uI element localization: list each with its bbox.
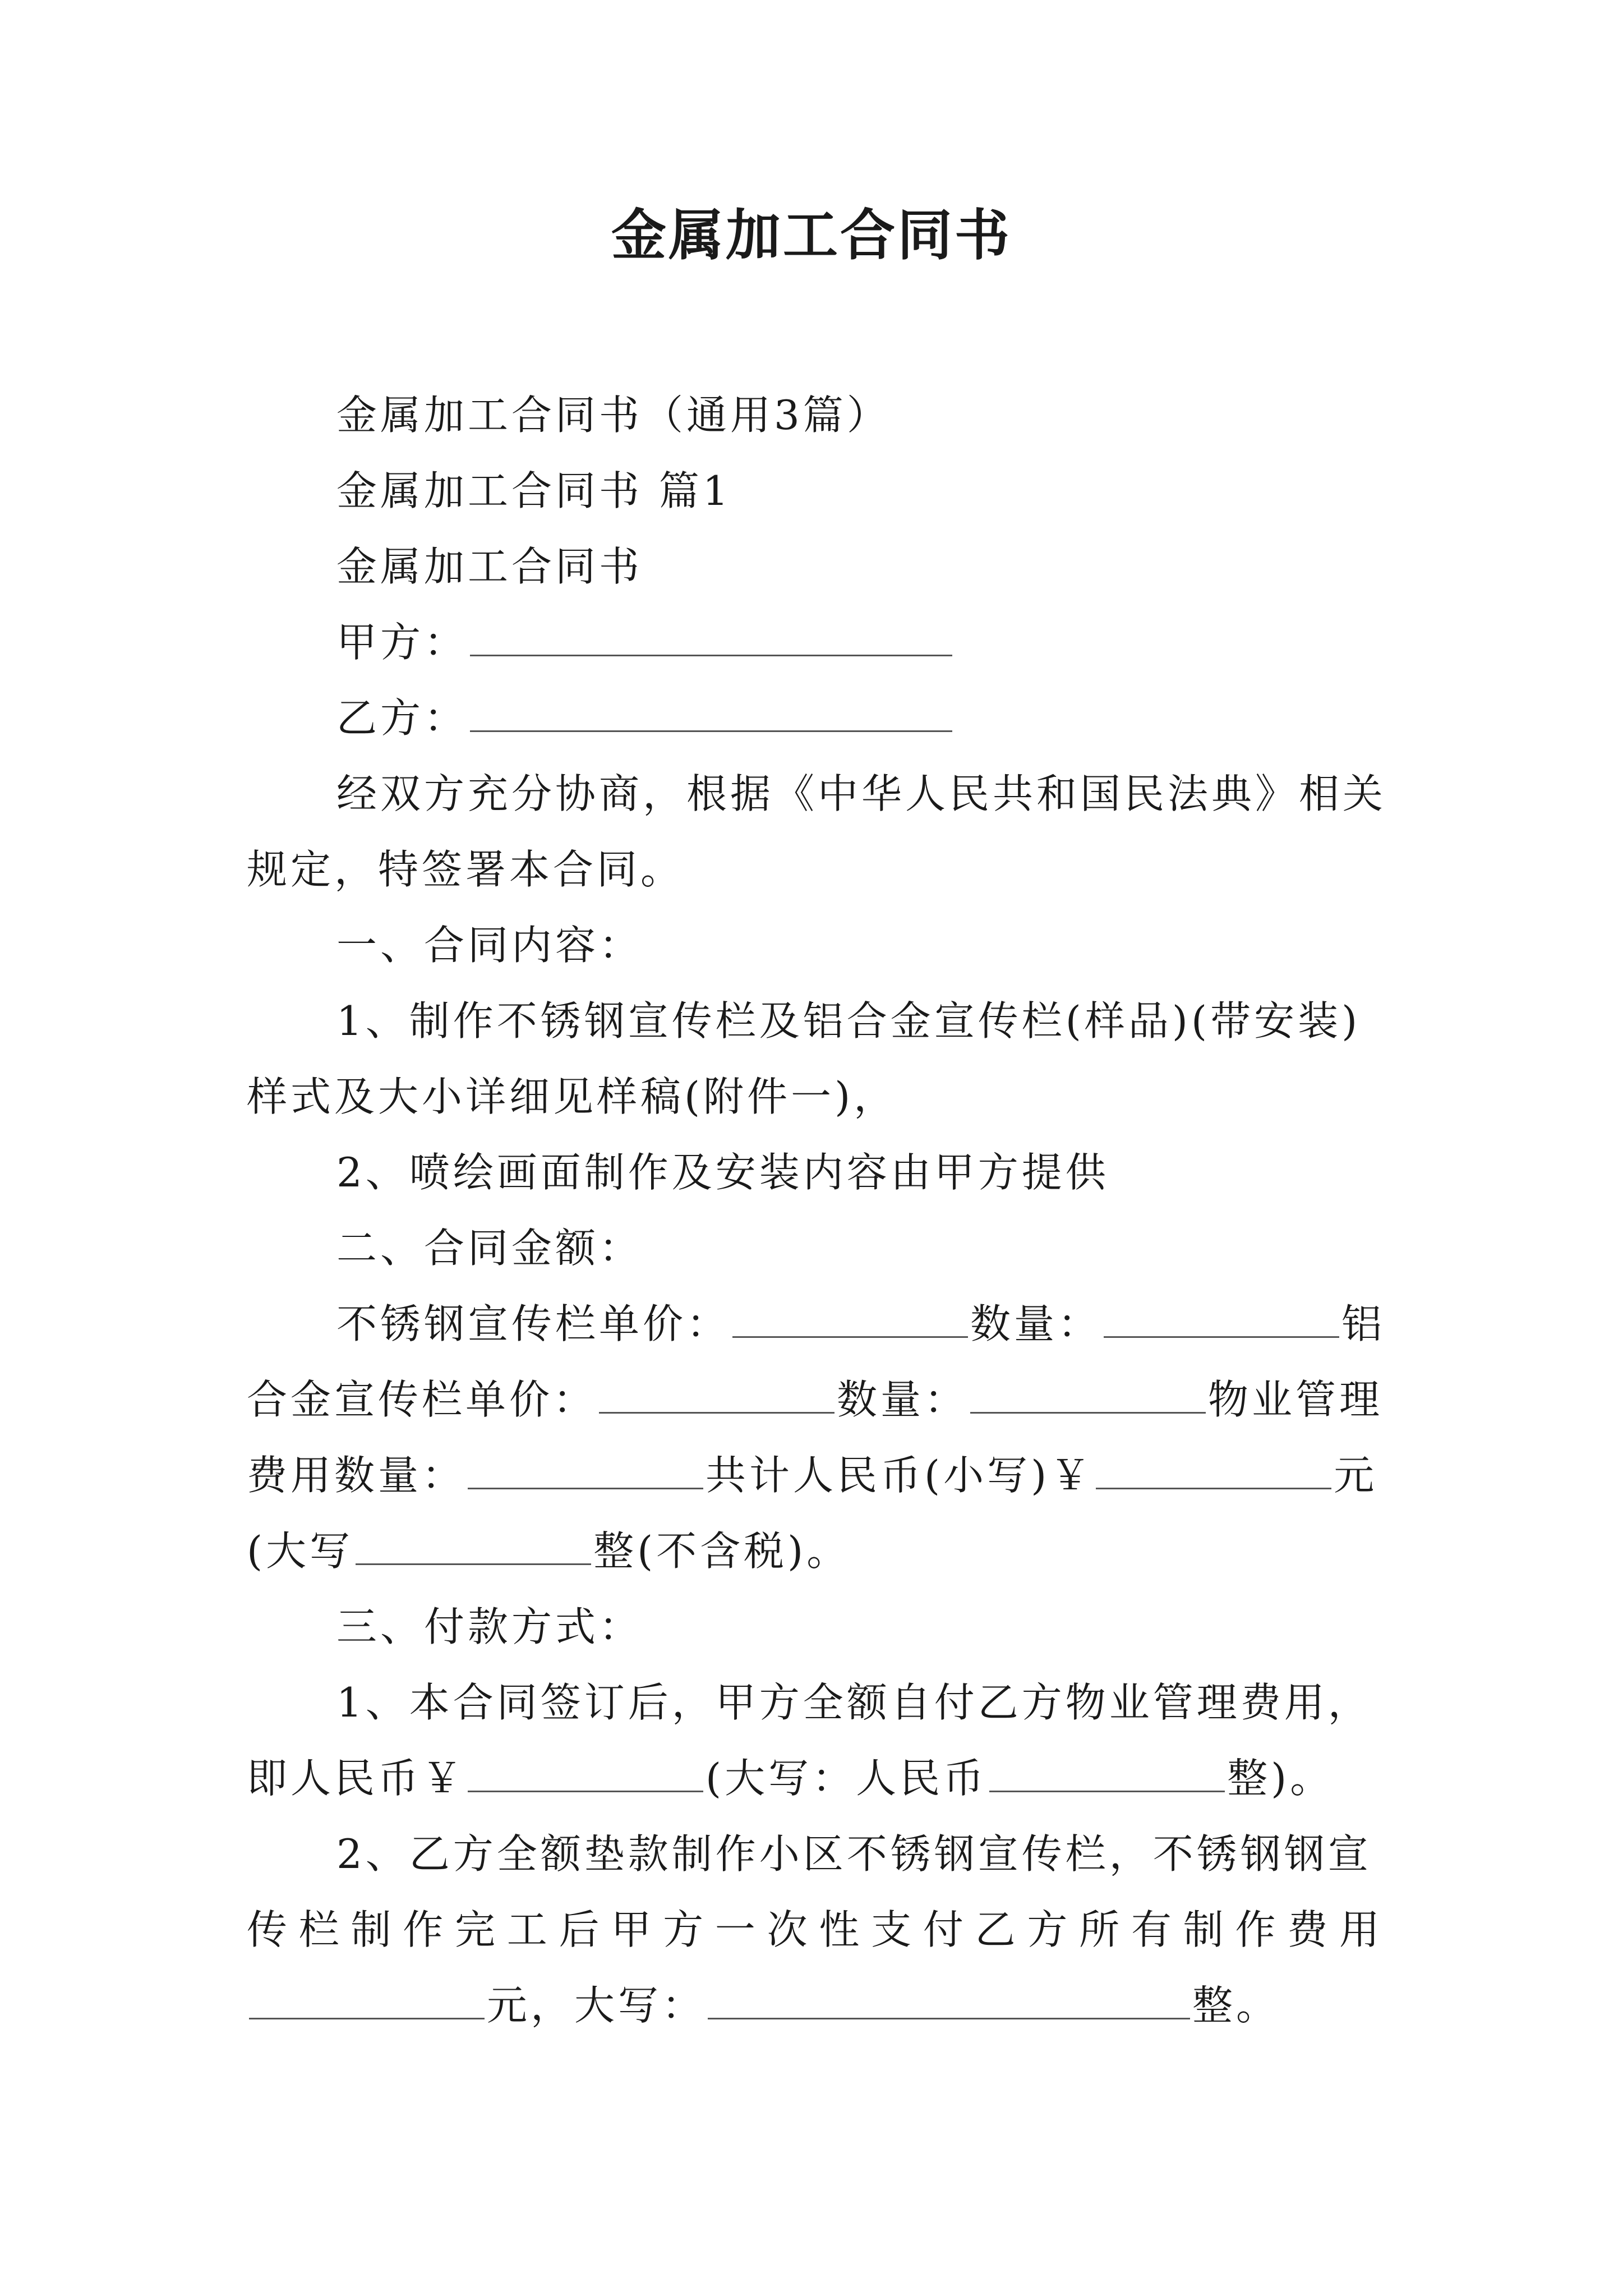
amount-line-2 [247, 1372, 1383, 1428]
payment-2-unit-label: 元，大写： [487, 1982, 706, 2029]
total-capital-tail: 整(不含税)。 [593, 1527, 851, 1575]
payment-2-tail: 整。 [1192, 1982, 1280, 2029]
document-title: 金属加工合同书 [611, 203, 1012, 268]
section-2-title: 二、合同金额： [336, 1225, 643, 1272]
payment-1-line-b [247, 1750, 1334, 1806]
intro-line-1: 经双方充分协商，根据《中华人民共和国民法典》相关 [336, 770, 1387, 817]
amount-line-1-tail: 铝 [1341, 1300, 1386, 1347]
total-small-label: 共计人民币(小写)￥ [706, 1452, 1094, 1499]
section-3-title: 三、付款方式： [336, 1603, 643, 1650]
total-capital-blank[interactable] [356, 1526, 591, 1565]
party-b-label: 乙方： [336, 694, 468, 742]
payment-1-line-a: 1、本合同签订后，甲方全额自付乙方物业管理费用， [336, 1679, 1372, 1726]
party-a-line [336, 614, 955, 670]
amount-line-4 [247, 1523, 850, 1579]
payment-1-capital-label: (大写：人民币 [706, 1755, 988, 1802]
intro-line-2: 规定，特签署本合同。 [247, 846, 685, 893]
amount-line-3 [247, 1447, 1377, 1503]
payment-1-rmb-label: 即人民币￥ [247, 1755, 466, 1802]
payment-1-tail: 整)。 [1227, 1755, 1334, 1802]
payment-1-small-blank[interactable] [468, 1754, 703, 1792]
steel-qty-blank[interactable] [1104, 1299, 1339, 1338]
party-a-blank[interactable] [470, 618, 952, 656]
steel-price-blank[interactable] [732, 1299, 968, 1338]
alu-price-blank[interactable] [599, 1375, 834, 1414]
amount-line-1 [336, 1296, 1385, 1352]
amount-line-2-tail: 物业管理 [1208, 1376, 1384, 1423]
party-b-blank[interactable] [470, 693, 952, 732]
party-b-line [336, 690, 955, 746]
alu-price-label: 合金宣传栏单价： [247, 1376, 597, 1423]
section-1-item-2: 2、喷绘画面制作及安装内容由甲方提供 [336, 1149, 1109, 1196]
contract-heading: 金属加工合同书 [336, 543, 643, 590]
alu-qty-label: 数量： [837, 1376, 969, 1423]
mgmt-qty-blank[interactable] [468, 1451, 703, 1489]
section-1-title: 一、合同内容： [336, 922, 643, 969]
payment-2-line-a: 2、乙方全额垫款制作小区不锈钢宣传栏，不锈钢钢宣 [336, 1830, 1372, 1878]
payment-2-small-blank[interactable] [249, 1981, 485, 2019]
payment-2-capital-blank[interactable] [708, 1981, 1190, 2019]
total-unit: 元 [1334, 1452, 1378, 1499]
steel-price-label: 不锈钢宣传栏单价： [336, 1300, 731, 1347]
total-small-blank[interactable] [1096, 1451, 1331, 1489]
alu-qty-blank[interactable] [970, 1375, 1206, 1414]
party-a-label: 甲方： [336, 619, 468, 666]
mgmt-qty-label: 费用数量： [247, 1452, 466, 1499]
payment-2-line-b: 传栏制作完工后甲方一次性支付乙方所有制作费用 [247, 1906, 1380, 1953]
payment-1-capital-blank[interactable] [989, 1754, 1225, 1792]
chapter-heading: 金属加工合同书 篇1 [336, 467, 732, 514]
steel-qty-label: 数量： [970, 1300, 1102, 1347]
section-1-item-1b: 样式及大小详细见样稿(附件一)， [247, 1073, 898, 1120]
payment-2-line-c [247, 1977, 1280, 2033]
total-capital-label: (大写 [247, 1527, 354, 1575]
section-1-item-1a: 1、制作不锈钢宣传栏及铝合金宣传栏(样品)(带安装) [336, 997, 1361, 1045]
document-subtitle: 金属加工合同书（通用3篇） [336, 392, 891, 439]
